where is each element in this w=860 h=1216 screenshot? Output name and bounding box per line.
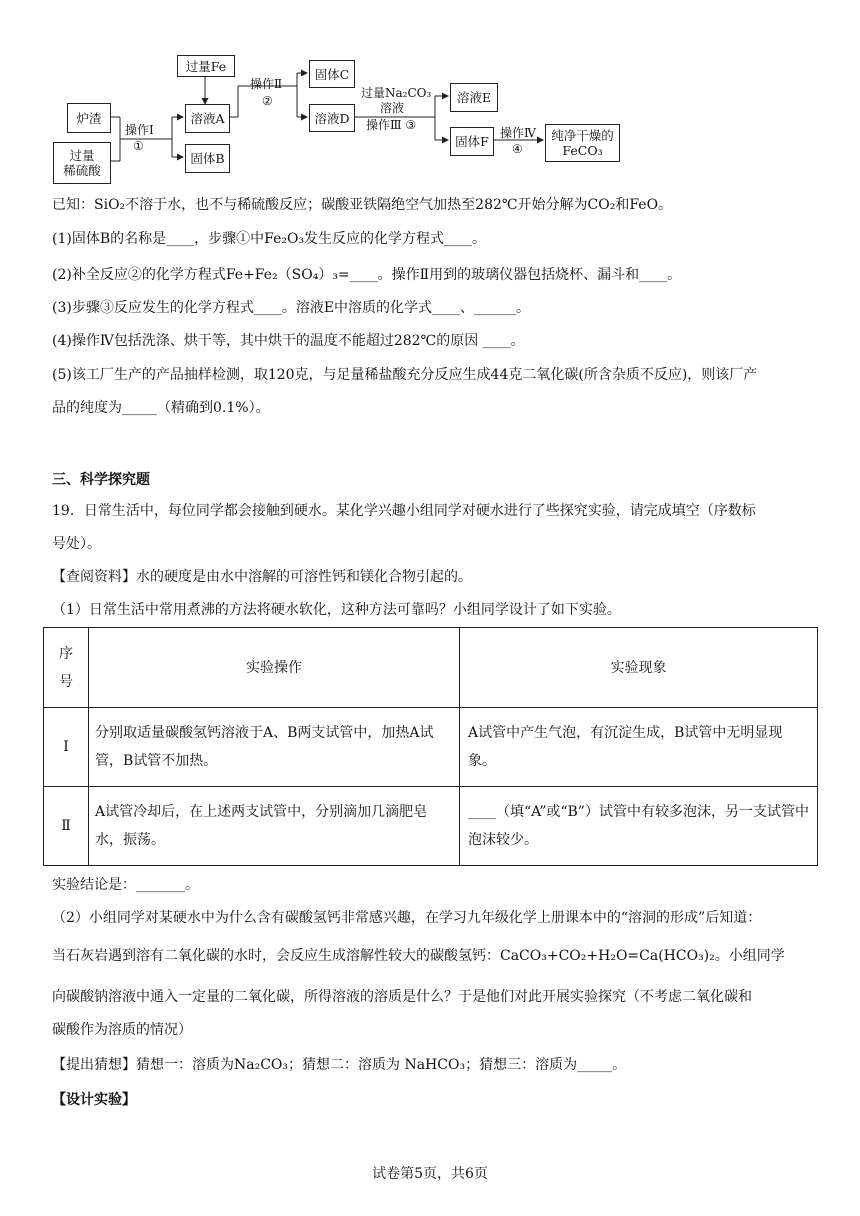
label-step1: ① <box>133 139 144 153</box>
box-solution-d: 溶液D <box>309 104 355 132</box>
label-step4: ④ <box>512 142 523 156</box>
box-solution-a: 溶液A <box>185 104 230 133</box>
reference-info: 【查阅资料】水的硬度是由水中溶解的可溶性钙和镁化合物引起的。 <box>52 569 472 585</box>
table-row <box>44 708 818 787</box>
box-solid-c: 固体C <box>309 60 355 88</box>
box-solid-b: 固体B <box>185 144 230 173</box>
known-info: 已知：SiO₂不溶于水，也不与稀硫酸反应；碳酸亚铁隔绝空气加热至282℃开始分解为CO₂和FeO。 <box>52 197 673 213</box>
flow-connectors <box>0 0 860 200</box>
label-excess-na2co3: 过量Na₂CO₃ <box>361 86 432 100</box>
question-5-line1: (5)该工厂生产的产品抽样检测，取120克，与足量稀盐酸充分反应生成44克二氧化碳(所含杂质不反应)，则该厂产 <box>52 367 758 383</box>
question-2: (2)补全反应②的化学方程式Fe+Fe₂（SO₄）₃=____。操作Ⅱ用到的玻璃仪器包括烧杯、漏斗和____。 <box>52 267 682 283</box>
subquestion-1: （1）日常生活中常用煮沸的方法将硬水软化，这种方法可靠吗？小组同学设计了如下实验。 <box>52 602 621 618</box>
question-4: (4)操作Ⅳ包括洗涤、烘干等，其中烘干的温度不能超过282℃的原因 ____。 <box>52 333 525 349</box>
row-phenomenon: A试管中产生气泡，有沉淀生成，B试管中无明显现象。 <box>460 708 818 787</box>
subquestion-2-line1: （2）小组同学对某硬水中为什么含有碳酸氢钙非常感兴趣，在学习九年级化学上册课本中的“溶洞的形成”后知道： <box>52 910 762 926</box>
box-solid-f: 固体F <box>450 127 494 156</box>
label-op2: 操作Ⅱ <box>250 77 283 91</box>
label-op4: 操作Ⅳ <box>500 126 536 140</box>
table-row <box>44 787 818 866</box>
box-excess-fe: 过量Fe <box>177 55 235 77</box>
header-operation: 实验操作 <box>89 628 460 708</box>
label-step2: ② <box>262 94 273 108</box>
design-experiment: 【设计实验】 <box>52 1092 136 1108</box>
box-furnace-slag: 炉渣 <box>67 103 111 133</box>
row-phenomenon: ____（填“A”或“B”）试管中有较多泡沫，另一支试管中泡沫较少。 <box>460 787 818 866</box>
question-1: (1)固体B的名称是____，步骤①中Fe₂O₃发生反应的化学方程式____。 <box>52 231 487 247</box>
section-3-title: 三、科学探究题 <box>52 472 150 488</box>
subquestion-2-line2: 当石灰岩遇到溶有二氧化碳的水时，会反应生成溶解性较大的碳酸氢钙：CaCO₃+CO₂+H₂O=Ca(HCO₃)₂。小组同学 <box>52 948 785 964</box>
label-na2co3-solution: 溶液 <box>380 101 405 115</box>
row-operation: A试管冷却后，在上述两支试管中，分别滴加几滴肥皂水，振荡。 <box>89 787 460 866</box>
question-5-line2: 品的纯度为_____（精确到0.1%）。 <box>52 400 270 416</box>
row-no: Ⅱ <box>44 787 89 866</box>
row-no: Ⅰ <box>44 708 89 787</box>
problem-19-line1: 19．日常生活中，每位同学都会接触到硬水。某化学兴趣小组同学对硬水进行了些探究实验，请完成填空（序数标 <box>52 503 756 519</box>
experiment-conclusion: 实验结论是：_______。 <box>52 877 199 893</box>
experiment-table <box>43 627 818 866</box>
box-solution-e: 溶液E <box>450 83 498 112</box>
label-op1: 操作Ⅰ <box>125 123 154 137</box>
header-no: 序 号 <box>44 628 89 708</box>
hypothesis: 【提出猜想】猜想一：溶质为Na₂CO₃；猜想二：溶质为 NaHCO₃；猜想三：溶质为_____。 <box>52 1057 627 1073</box>
table-header-row <box>44 628 818 708</box>
subquestion-2-line4: 碳酸作为溶质的情况） <box>52 1022 192 1038</box>
problem-19-line2: 号处）。 <box>52 536 101 552</box>
question-3: (3)步骤③反应发生的化学方程式____。溶液E中溶质的化学式____、______。 <box>52 300 531 316</box>
box-dilute-sulfuric-acid: 过量 稀硫酸 <box>53 142 111 184</box>
row-operation: 分别取适量碳酸氢钙溶液于A、B两支试管中，加热A试管，B试管不加热。 <box>89 708 460 787</box>
header-phenomenon: 实验现象 <box>460 628 818 708</box>
page-footer: 试卷第5页，共6页 <box>372 1166 488 1182</box>
box-product-feco3: 纯净干燥的 FeCO₃ <box>545 124 620 162</box>
subquestion-2-line3: 向碳酸钠溶液中通入一定量的二氧化碳，所得溶液的溶质是什么？于是他们对此开展实验探究（不考虑二氧化碳和 <box>52 989 752 1005</box>
label-op3: 操作Ⅲ ③ <box>366 118 417 132</box>
